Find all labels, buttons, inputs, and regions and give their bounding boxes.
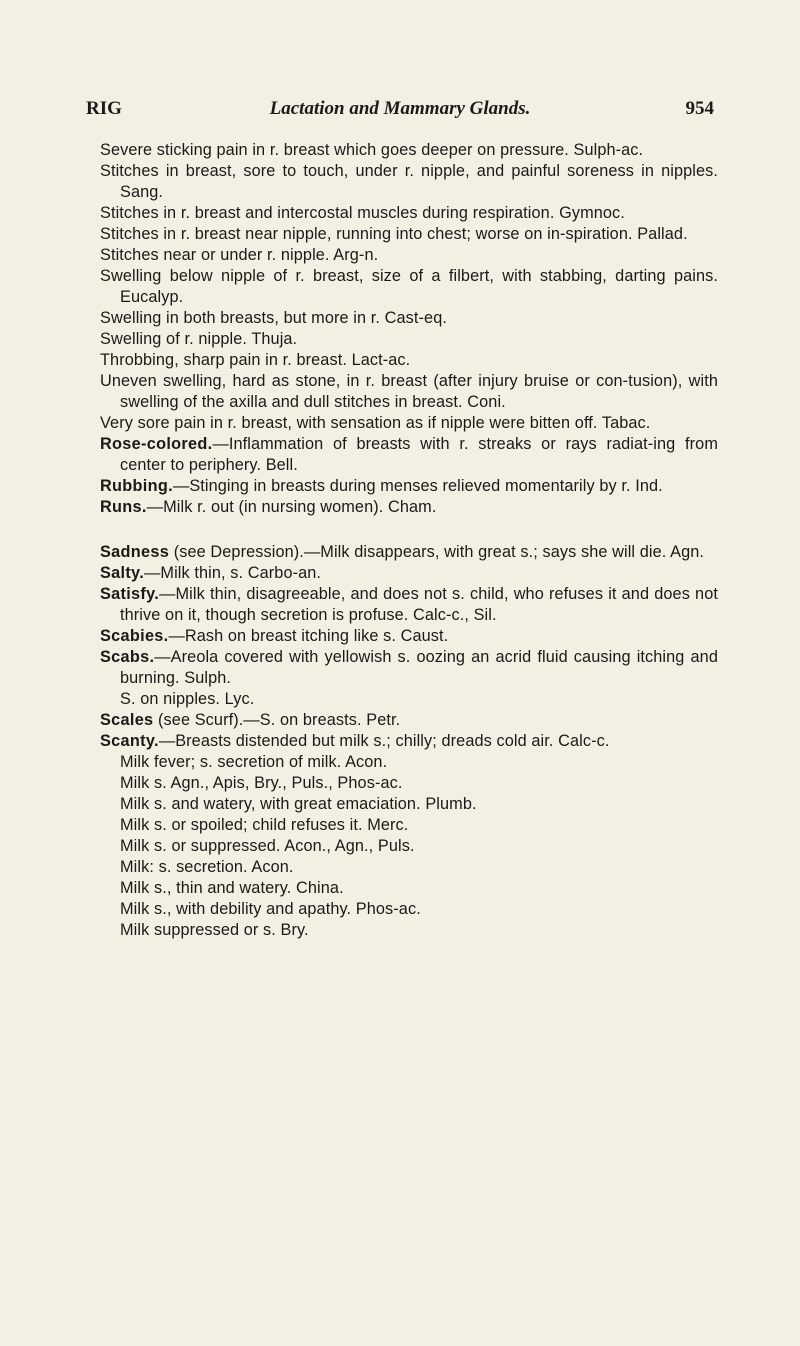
entry-scabies <box>100 626 718 647</box>
entry-scales <box>100 710 718 731</box>
entry-text: —Inflammation of breasts with r. streaks or rays radiat-ing from center to periphery. Bell. <box>120 435 718 474</box>
sub-entry: Milk s. Agn., Apis, Bry., Puls., Phos-ac. <box>120 774 403 792</box>
entry-heading: Satisfy. <box>100 585 160 603</box>
sub-entry: S. on nipples. Lyc. <box>120 690 255 708</box>
entry: Very sore pain in r. breast, with sensation as if nipple were bitten off. Tabac. <box>100 414 651 432</box>
entry-heading: Runs. <box>100 498 147 516</box>
entry-scanty <box>100 731 718 752</box>
entry-satisfy <box>100 584 718 626</box>
entry-runs <box>100 497 718 518</box>
entry-heading: Scanty. <box>100 732 159 750</box>
entry-text: (see Scurf).—S. on breasts. Petr. <box>153 711 401 729</box>
entry-heading: Sadness <box>100 543 170 561</box>
entry-heading: Scabies. <box>100 627 169 645</box>
entry: Stitches in r. breast near nipple, running into chest; worse on in-spiration. Pallad. <box>100 225 688 243</box>
entry-rubbing <box>100 476 718 497</box>
entry-salty <box>100 563 718 584</box>
entry-text: —Areola covered with yellowish s. oozing an acrid fluid causing itching and burning. Sulph. <box>120 648 718 687</box>
entry-scabs <box>100 647 718 689</box>
entry: Uneven swelling, hard as stone, in r. breast (after injury bruise or con-tusion), with swelling of the axilla and dull stitches in breast. Coni. <box>100 372 718 411</box>
sub-entry: Milk fever; s. secretion of milk. Acon. <box>120 753 388 771</box>
header-section: RIG <box>86 98 122 119</box>
entries <box>100 140 718 941</box>
sub-entry: Milk s. or spoiled; child refuses it. Merc. <box>120 816 409 834</box>
entry: Swelling of r. nipple. Thuja. <box>100 330 298 348</box>
entry-heading: Scales <box>100 711 154 729</box>
entry: Swelling in both breasts, but more in r. Cast-eq. <box>100 309 447 327</box>
sub-entry: Milk: s. secretion. Acon. <box>120 858 294 876</box>
entry-text: —Breasts distended but milk s.; chilly; dreads cold air. Calc-c. <box>158 732 610 750</box>
entry-text: (see Depression).—Milk disappears, with great s.; says she will die. Agn. <box>169 543 705 561</box>
sub-entry: Milk s., thin and watery. China. <box>120 879 344 897</box>
entry-sadness <box>100 542 718 563</box>
sub-entry: Milk s. and watery, with great emaciation. Plumb. <box>120 795 477 813</box>
entry-text: —Milk thin, s. Carbo-an. <box>144 564 322 582</box>
entry-text: —Stinging in breasts during menses relieved momentarily by r. Ind. <box>172 477 663 495</box>
entry-rose-colored <box>100 434 718 476</box>
page-number: 954 <box>685 98 714 119</box>
entry-heading: Scabs. <box>100 648 155 666</box>
entry-text: —Milk r. out (in nursing women). Cham. <box>146 498 437 516</box>
entry-heading: Rubbing. <box>100 477 173 495</box>
entry-text: —Rash on breast itching like s. Caust. <box>168 627 449 645</box>
entry: Stitches in breast, sore to touch, under r. nipple, and painful soreness in nipples. Sang. <box>100 162 718 201</box>
entry-heading: Rose-colored. <box>100 435 213 453</box>
sub-entry: Milk s. or suppressed. Acon., Agn., Puls. <box>120 837 415 855</box>
running-header <box>86 96 714 122</box>
sub-entry: Milk suppressed or s. Bry. <box>120 921 309 939</box>
entry: Swelling below nipple of r. breast, size of a filbert, with stabbing, darting pains. Eucalyp. <box>100 267 718 306</box>
entry-heading: Salty. <box>100 564 145 582</box>
entry: Throbbing, sharp pain in r. breast. Lact-ac. <box>100 351 411 369</box>
entry: Severe sticking pain in r. breast which goes deeper on pressure. Sulph-ac. <box>100 141 644 159</box>
entry-text: —Milk thin, disagreeable, and does not s. child, who refuses it and does not thrive on it, though secretion is profuse. Calc-c., Sil. <box>120 585 718 624</box>
sub-entry: Milk s., with debility and apathy. Phos-ac. <box>120 900 421 918</box>
section-gap <box>100 518 718 542</box>
entry: Stitches near or under r. nipple. Arg-n. <box>100 246 379 264</box>
entry: Stitches in r. breast and intercostal muscles during respiration. Gymnoc. <box>100 204 625 222</box>
header-title: Lactation and Mammary Glands. <box>269 98 531 119</box>
